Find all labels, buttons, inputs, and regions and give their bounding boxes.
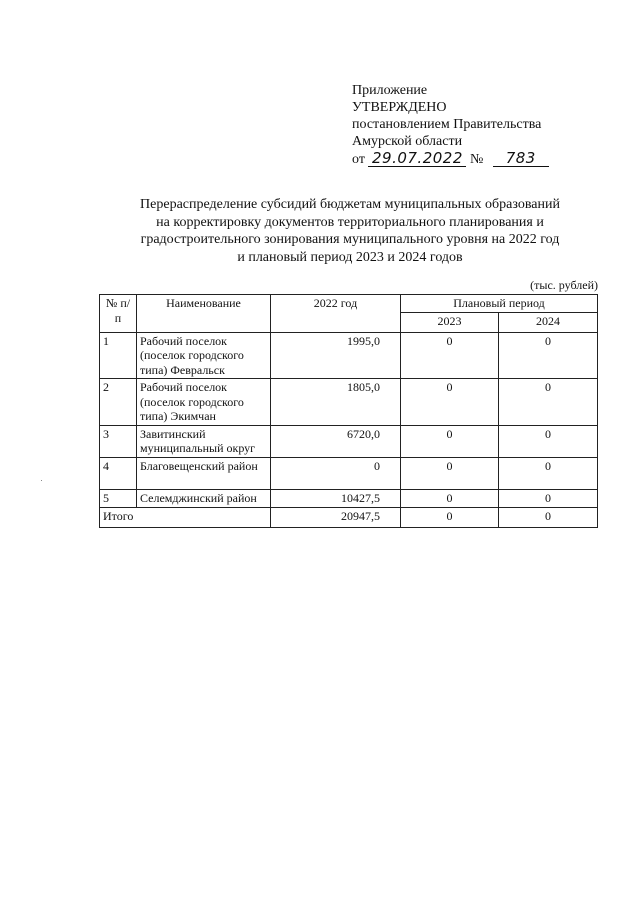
cell-2023: 0 [401,425,499,457]
cell-2024: 0 [499,379,598,426]
total-2022: 20947,5 [271,507,401,527]
approval-approved-label: УТВЕРЖДЕНО [352,100,447,115]
header-2023: 2023 [401,312,499,332]
cell-2024: 0 [499,489,598,507]
cell-name: Рабочий поселок (поселок городского типа) Экимчан [137,379,271,426]
document-title [100,196,600,266]
approval-region-label: Амурской области [352,134,463,149]
header-num: № п/п [100,295,137,333]
total-label: Итого [100,507,271,527]
subsidy-table [99,294,598,528]
date-prefix: от [352,152,365,167]
units-label: (тыс. рублей) [530,278,598,292]
cell-2022: 0 [271,457,401,489]
total-2023: 0 [401,507,499,527]
table-row [100,379,598,426]
approval-block [352,82,612,168]
cell-num: 5 [100,489,137,507]
cell-num: 4 [100,457,137,489]
cell-2024: 0 [499,425,598,457]
title-line-4: и плановый период 2023 и 2024 годов [237,249,463,265]
cell-num: 2 [100,379,137,426]
cell-name: Рабочий поселок (поселок городского типа) Февральск [137,332,271,379]
approval-appendix-label: Приложение [352,83,428,98]
cell-2022: 10427,5 [271,489,401,507]
header-2024: 2024 [499,312,598,332]
total-2024: 0 [499,507,598,527]
header-2022: 2022 год [271,295,401,333]
title-line-2: на корректировку документов территориального планирования и [156,214,544,230]
cell-2023: 0 [401,457,499,489]
cell-2022: 1995,0 [271,332,401,379]
cell-2023: 0 [401,489,499,507]
cell-num: 3 [100,425,137,457]
cell-2024: 0 [499,457,598,489]
cell-2022: 1805,0 [271,379,401,426]
handwritten-number: 783 [493,150,549,167]
cell-2023: 0 [401,379,499,426]
header-planned-period: Плановый период [401,295,598,313]
scan-speck [41,480,42,481]
table-row [100,489,598,507]
approval-decree-label: постановлением Правительства [352,117,542,132]
cell-2023: 0 [401,332,499,379]
title-line-1: Перераспределение субсидий бюджетам муниципальных образований [140,197,560,212]
header-name: Наименование [137,295,271,333]
total-row [100,507,598,527]
cell-2024: 0 [499,332,598,379]
handwritten-date: 29.07.2022 [368,150,466,167]
title-line-3: градостроительного зонирования муниципального уровня на 2022 год [140,232,560,247]
cell-num: 1 [100,332,137,379]
table-row [100,457,598,489]
approval-date-line [352,150,612,168]
number-label: № [469,152,484,167]
table-row [100,425,598,457]
cell-name: Селемджинский район [137,489,271,507]
cell-2022: 6720,0 [271,425,401,457]
table-row [100,332,598,379]
cell-name: Завитинский муниципальный округ [137,425,271,457]
cell-name: Благовещенский район [137,457,271,489]
